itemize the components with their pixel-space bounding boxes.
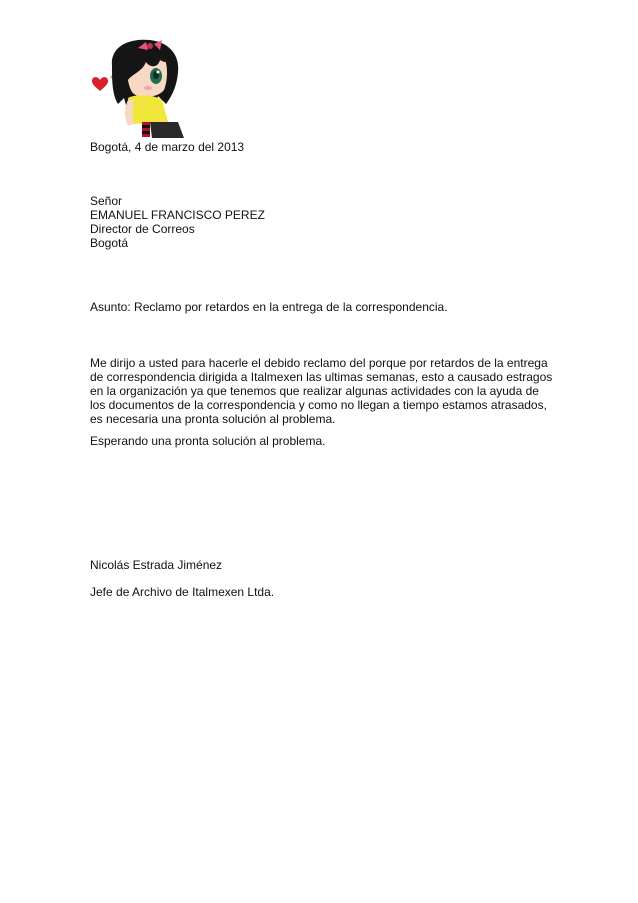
subject-line: Asunto: Reclamo por retardos en la entrega de la correspondencia.: [90, 300, 448, 314]
body-line: los documentos de la correspondencia y como no llegan a tiempo estamos atrasados,: [90, 398, 547, 412]
closing-line: Esperando una pronta solución al problema.: [90, 434, 326, 448]
body-line: es necesaria una pronta solución al problema.: [90, 412, 336, 426]
body-line: de correspondencia dirigida a Italmexen las ultimas semanas, esto a causado estragos: [90, 370, 553, 384]
signature-title: Jefe de Archivo de Italmexen Ltda.: [90, 585, 275, 599]
girl-illustration-icon: [88, 38, 208, 140]
signature-name: Nicolás Estrada Jiménez: [90, 558, 223, 572]
date-line: Bogotá, 4 de marzo del 2013: [90, 140, 245, 154]
recipient-city: Bogotá: [90, 236, 129, 250]
heart-icon: [92, 77, 108, 91]
recipient-block: [90, 194, 265, 250]
recipient-position: Director de Correos: [90, 222, 195, 236]
body-line: en la organización ya que tenemos que realizar algunas actividades con la ayuda de: [90, 384, 539, 398]
recipient-salutation: Señor: [90, 194, 123, 208]
letter-body: [90, 356, 552, 426]
recipient-name: EMANUEL FRANCISCO PEREZ: [90, 208, 265, 222]
body-line: Me dirijo a usted para hacerle el debido reclamo del porque por retardos de la entrega: [90, 356, 548, 370]
